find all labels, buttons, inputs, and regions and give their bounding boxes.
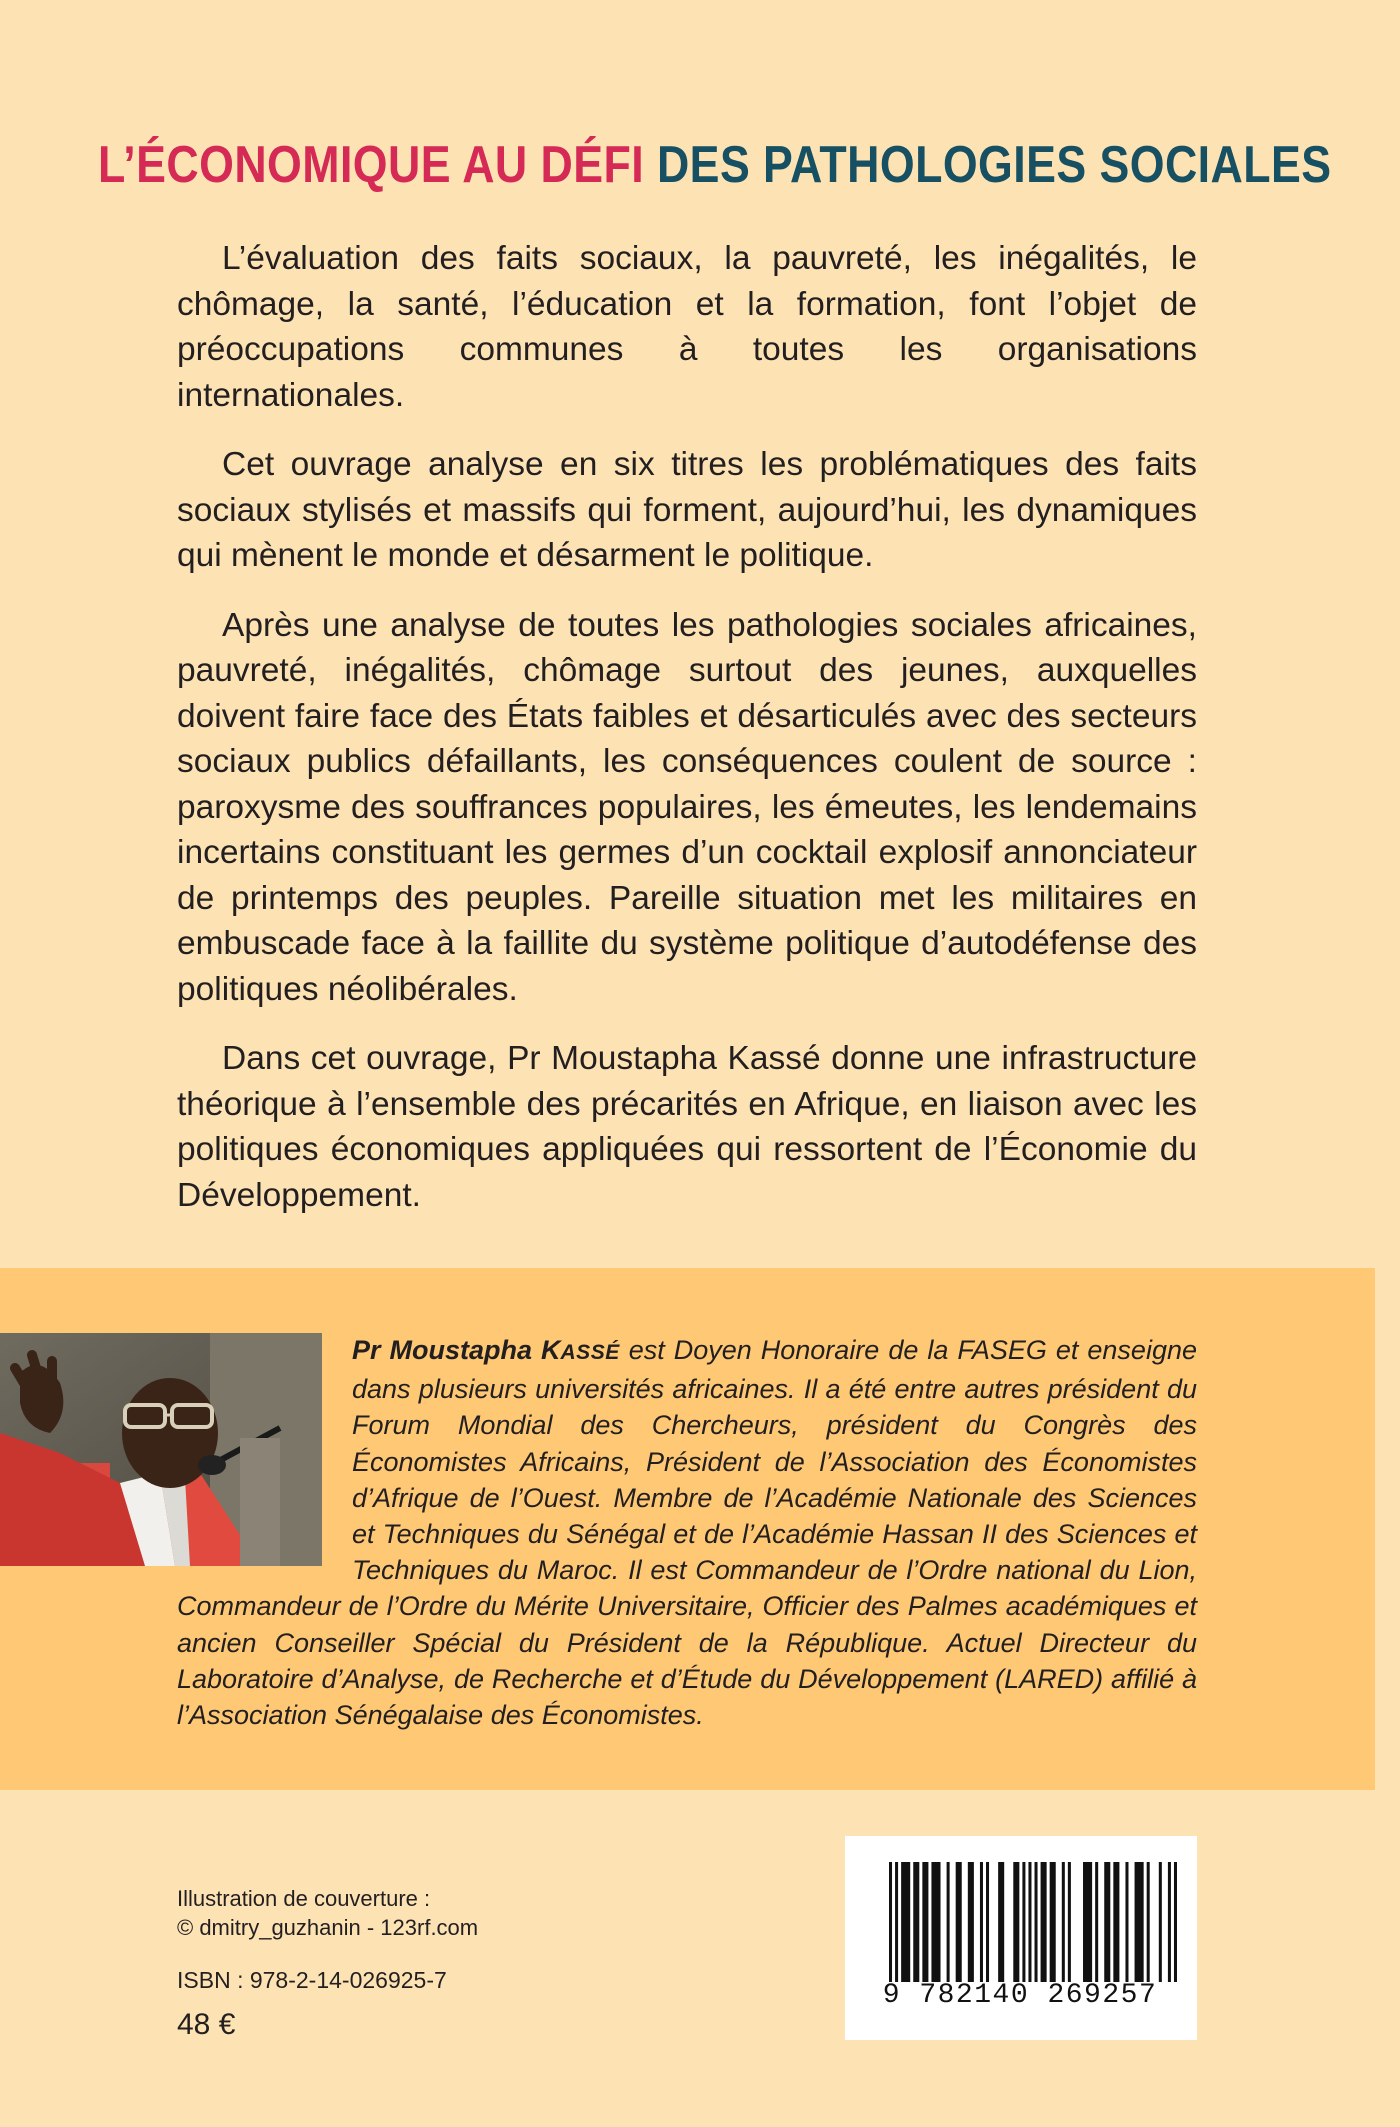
barcode-digits: 9 782140 269257 [882, 1980, 1158, 2011]
barcode-bar-13 [1022, 1862, 1025, 1982]
credits-line-1: Illustration de couverture : [177, 1886, 431, 1911]
cover-credits [177, 1884, 478, 1942]
barcode-bar-6 [947, 1862, 950, 1982]
barcode-bar-21 [1095, 1862, 1098, 1982]
blurb-paragraph-3: Après une analyse de toutes les pathologies sociales africaines, pauvreté, inégalités, chômage surtout des jeunes, auxquelles doivent faire face des États faibles et désarticulés avec des secteurs sociaux publics défaillants, les conséquences coulent de source : paroxysme des souffrances populaires, les émeutes, les lendemains incertains constituant les germes d’un cocktail explosif annonciateur de printemps des peuples. Pareille situation met les militaires en embuscade face à la faillite du système politique d’autodéfense des politiques néolibérales. [177, 606, 1197, 1008]
blurb-paragraph-2: Cet ouvrage analyse en six titres les problématiques des faits sociaux stylisés et massifs qui forment, aujourd’hui, les dynamiques qui mènent le monde et désarment le politique. [177, 446, 1197, 574]
barcode-bar-1 [895, 1862, 898, 1982]
isbn: ISBN : 978-2-14-026925-7 [177, 1967, 447, 1993]
barcode-bar-0 [889, 1862, 892, 1982]
blurb-paragraph-4: Dans cet ouvrage, Pr Moustapha Kassé donne une infrastructure théorique à l’ensemble des précarités en Afrique, en liaison avec les politiques économiques appliquées qui ressortent de l’Économie du Développement. [177, 1040, 1197, 1214]
price: 48 € [177, 2008, 236, 2041]
author-name: Pr Moustapha KASSÉ [352, 1335, 620, 1365]
credits-line-2: © dmitry_guzhanin - 123rf.com [177, 1915, 479, 1940]
barcode-bar-18 [1062, 1862, 1065, 1982]
title-part-2: DES PATHOLOGIES SOCIALES [656, 135, 1332, 194]
barcode-bar-25 [1135, 1862, 1144, 1982]
barcode-bar-9 [980, 1862, 983, 1982]
barcode-bar-20 [1083, 1862, 1092, 1982]
barcode-bar-19 [1068, 1862, 1071, 1982]
barcode-bar-23 [1113, 1862, 1119, 1982]
barcode-bar-28 [1168, 1862, 1171, 1982]
barcode-bar-10 [986, 1862, 989, 1982]
barcode-bar-12 [1013, 1862, 1019, 1982]
author-bio-text: est Doyen Honoraire de la FASEG et enseigne dans plusieurs universités africaines. Il a été entre autres président du Forum Mondial des Chercheurs, président du Congrès des Économistes Africains, Président de l’Association des Économistes d’Afrique de l’Ouest. Membre de l’Académie Nationale des Sciences et Techniques du Sénégal et de l’Académie Hassan II des Sciences et Techniques du Maroc. Il est Commandeur de l’Ordre national du Lion, Commandeur de l’Ordre du Mérite Universitaire, Officier des Palmes académiques et ancien Conseiller Spécial du Président de la République. Actuel Directeur du Laboratoire d’Analyse, de Recherche et d’Étude du Développement (LARED) affilié à l’Association Sénégalaise des Économistes. [177, 1335, 1197, 1731]
barcode [845, 1836, 1197, 2040]
barcode-bar-5 [931, 1862, 940, 1982]
barcode-bar-17 [1050, 1862, 1056, 1982]
barcode-bar-8 [968, 1862, 974, 1982]
blurb-paragraph-1: L’évaluation des faits sociaux, la pauvreté, les inégalités, le chômage, la santé, l’éducation et la formation, font l’objet de préoccupations communes à toutes les organisations internationales. [177, 240, 1197, 414]
barcode-bar-22 [1104, 1862, 1110, 1982]
barcode-bar-2 [901, 1862, 910, 1982]
barcode-bar-3 [913, 1862, 919, 1982]
title-part-1: L’ÉCONOMIQUE AU DÉFI [98, 135, 645, 194]
barcode-bar-16 [1041, 1862, 1047, 1982]
barcode-bar-4 [922, 1862, 928, 1982]
author-bio [177, 1332, 1197, 1733]
blurb [177, 236, 1197, 1242]
barcode-bar-29 [1174, 1862, 1177, 1982]
barcode-bar-11 [998, 1862, 1004, 1982]
book-title [98, 135, 1332, 195]
barcode-bar-14 [1028, 1862, 1031, 1982]
barcode-bar-27 [1159, 1862, 1162, 1982]
barcode-bar-24 [1125, 1862, 1128, 1982]
barcode-bar-26 [1147, 1862, 1150, 1982]
barcode-bar-15 [1035, 1862, 1038, 1982]
barcode-bar-7 [956, 1862, 962, 1982]
